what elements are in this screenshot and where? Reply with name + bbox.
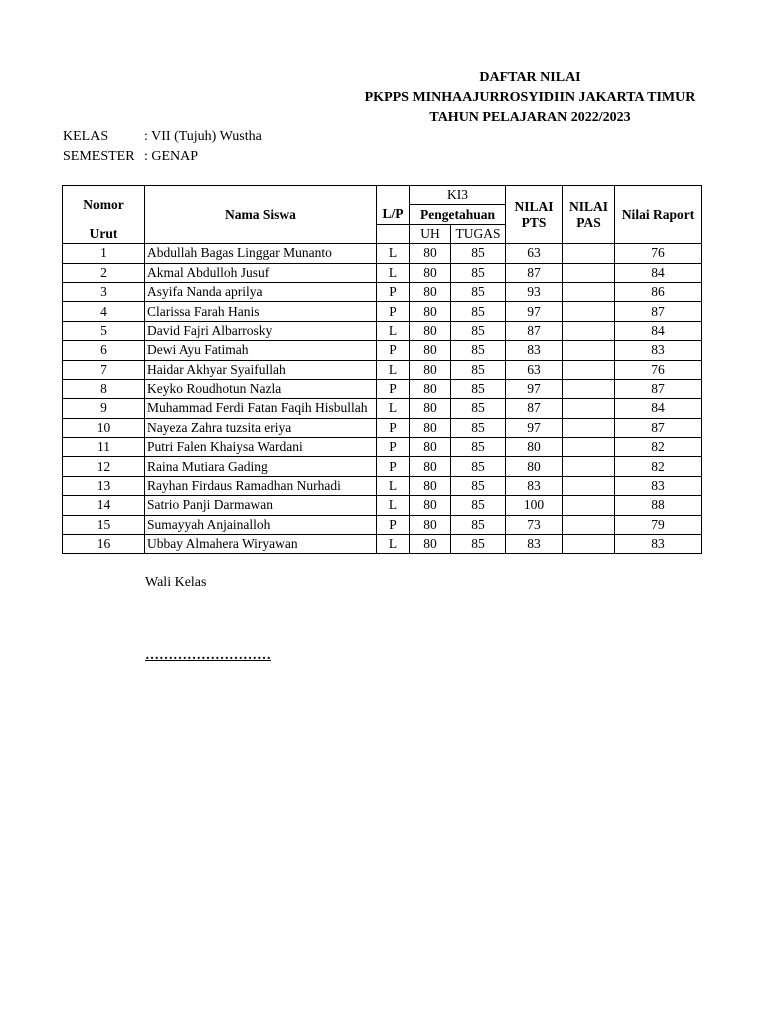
- gender-cell: P: [377, 515, 410, 534]
- header-urut: Urut: [63, 224, 145, 243]
- header-lp: L/P: [377, 205, 410, 224]
- score-uh-cell: 80: [410, 535, 451, 554]
- table-body: [63, 244, 702, 554]
- score-pts-cell: 63: [506, 244, 563, 263]
- row-number-cell: 13: [63, 476, 145, 495]
- score-pts-cell: 73: [506, 515, 563, 534]
- score-pts-cell: 100: [506, 496, 563, 515]
- student-name-cell: Rayhan Firdaus Ramadhan Nurhadi: [145, 476, 377, 495]
- student-name-cell: Putri Falen Khaiysa Wardani: [145, 438, 377, 457]
- score-tugas-cell: 85: [451, 535, 506, 554]
- student-name-cell: Dewi Ayu Fatimah: [145, 341, 377, 360]
- score-raport-cell: 83: [615, 535, 702, 554]
- header-nomor: Nomor: [63, 186, 145, 225]
- gender-cell: P: [377, 457, 410, 476]
- gender-cell: P: [377, 341, 410, 360]
- score-pts-cell: 80: [506, 438, 563, 457]
- header-nama-siswa: Nama Siswa: [145, 186, 377, 244]
- kelas-label: KELAS: [63, 129, 109, 144]
- gender-cell: L: [377, 360, 410, 379]
- row-number-cell: 16: [63, 535, 145, 554]
- score-raport-cell: 87: [615, 379, 702, 398]
- score-pts-cell: 87: [506, 399, 563, 418]
- table-row: [63, 360, 702, 379]
- score-pts-cell: 63: [506, 360, 563, 379]
- gender-cell: L: [377, 535, 410, 554]
- score-pts-cell: 93: [506, 282, 563, 301]
- score-pts-cell: 97: [506, 379, 563, 398]
- student-name-cell: Asyifa Nanda aprilya: [145, 282, 377, 301]
- score-raport-cell: 86: [615, 282, 702, 301]
- gender-cell: L: [377, 476, 410, 495]
- table-header: [63, 186, 702, 244]
- student-name-cell: David Fajri Albarrosky: [145, 321, 377, 340]
- score-raport-cell: 82: [615, 438, 702, 457]
- score-pas-cell: [563, 244, 615, 263]
- row-number-cell: 15: [63, 515, 145, 534]
- score-pts-cell: 97: [506, 302, 563, 321]
- score-pas-cell: [563, 263, 615, 282]
- student-name-cell: Nayeza Zahra tuzsita eriya: [145, 418, 377, 437]
- header-lp-blank: [377, 186, 410, 205]
- score-pas-cell: [563, 515, 615, 534]
- header-lp-blank-2: [377, 224, 410, 243]
- student-name-cell: Keyko Roudhotun Nazla: [145, 379, 377, 398]
- header-nilai-pts: NILAI PTS: [506, 186, 563, 244]
- score-tugas-cell: 85: [451, 379, 506, 398]
- gender-cell: L: [377, 263, 410, 282]
- student-name-cell: Sumayyah Anjainalloh: [145, 515, 377, 534]
- row-number-cell: 9: [63, 399, 145, 418]
- score-uh-cell: 80: [410, 263, 451, 282]
- row-number-cell: 14: [63, 496, 145, 515]
- header-nilai-raport: Nilai Raport: [615, 186, 702, 244]
- student-name-cell: Akmal Abdulloh Jusuf: [145, 263, 377, 282]
- score-raport-cell: 84: [615, 263, 702, 282]
- table-row: [63, 379, 702, 398]
- grade-table: [62, 185, 702, 554]
- gender-cell: L: [377, 399, 410, 418]
- score-uh-cell: 80: [410, 379, 451, 398]
- signature-line: ………………………: [145, 648, 271, 663]
- score-tugas-cell: 85: [451, 399, 506, 418]
- gender-cell: L: [377, 496, 410, 515]
- gender-cell: P: [377, 418, 410, 437]
- score-uh-cell: 80: [410, 282, 451, 301]
- score-tugas-cell: 85: [451, 476, 506, 495]
- score-raport-cell: 83: [615, 341, 702, 360]
- score-tugas-cell: 85: [451, 282, 506, 301]
- gender-cell: L: [377, 244, 410, 263]
- score-pts-cell: 87: [506, 321, 563, 340]
- table-row: [63, 457, 702, 476]
- row-number-cell: 4: [63, 302, 145, 321]
- score-raport-cell: 87: [615, 418, 702, 437]
- score-raport-cell: 83: [615, 476, 702, 495]
- score-raport-cell: 76: [615, 244, 702, 263]
- score-pas-cell: [563, 379, 615, 398]
- gender-cell: P: [377, 438, 410, 457]
- score-pts-cell: 87: [506, 263, 563, 282]
- score-pas-cell: [563, 457, 615, 476]
- semester-label: SEMESTER: [63, 149, 135, 164]
- student-name-cell: Muhammad Ferdi Fatan Faqih Hisbullah: [145, 399, 377, 418]
- score-tugas-cell: 85: [451, 360, 506, 379]
- score-uh-cell: 80: [410, 438, 451, 457]
- table-row: [63, 399, 702, 418]
- row-number-cell: 12: [63, 457, 145, 476]
- header-pengetahuan: Pengetahuan: [410, 205, 506, 224]
- table-row: [63, 263, 702, 282]
- wali-kelas-label: Wali Kelas: [145, 575, 207, 590]
- score-pts-cell: 83: [506, 476, 563, 495]
- score-pas-cell: [563, 321, 615, 340]
- row-number-cell: 10: [63, 418, 145, 437]
- score-pas-cell: [563, 535, 615, 554]
- row-number-cell: 5: [63, 321, 145, 340]
- score-tugas-cell: 85: [451, 457, 506, 476]
- score-raport-cell: 88: [615, 496, 702, 515]
- row-number-cell: 8: [63, 379, 145, 398]
- score-uh-cell: 80: [410, 496, 451, 515]
- gender-cell: P: [377, 379, 410, 398]
- score-tugas-cell: 85: [451, 321, 506, 340]
- institution-name: PKPPS MINHAAJURROSYIDIIN JAKARTA TIMUR: [364, 90, 696, 105]
- student-name-cell: Abdullah Bagas Linggar Munanto: [145, 244, 377, 263]
- header-tugas: TUGAS: [451, 224, 506, 243]
- score-uh-cell: 80: [410, 341, 451, 360]
- row-number-cell: 6: [63, 341, 145, 360]
- score-raport-cell: 76: [615, 360, 702, 379]
- score-pas-cell: [563, 438, 615, 457]
- table-row: [63, 515, 702, 534]
- table-row: [63, 418, 702, 437]
- student-name-cell: Raina Mutiara Gading: [145, 457, 377, 476]
- student-name-cell: Satrio Panji Darmawan: [145, 496, 377, 515]
- student-name-cell: Haidar Akhyar Syaifullah: [145, 360, 377, 379]
- score-tugas-cell: 85: [451, 244, 506, 263]
- table-row: [63, 535, 702, 554]
- score-uh-cell: 80: [410, 515, 451, 534]
- score-tugas-cell: 85: [451, 515, 506, 534]
- gender-cell: P: [377, 282, 410, 301]
- header-ki3: KI3: [410, 186, 506, 205]
- score-raport-cell: 84: [615, 399, 702, 418]
- score-uh-cell: 80: [410, 244, 451, 263]
- table-row: [63, 321, 702, 340]
- header-nilai-pas: NILAI PAS: [563, 186, 615, 244]
- score-pas-cell: [563, 302, 615, 321]
- score-pas-cell: [563, 418, 615, 437]
- score-pas-cell: [563, 360, 615, 379]
- table-row: [63, 476, 702, 495]
- score-uh-cell: 80: [410, 418, 451, 437]
- score-uh-cell: 80: [410, 321, 451, 340]
- table-row: [63, 341, 702, 360]
- header-row-1: [63, 186, 702, 205]
- score-raport-cell: 84: [615, 321, 702, 340]
- document-title: DAFTAR NILAI: [479, 70, 581, 85]
- table-row: [63, 496, 702, 515]
- score-uh-cell: 80: [410, 302, 451, 321]
- score-tugas-cell: 85: [451, 302, 506, 321]
- score-pts-cell: 97: [506, 418, 563, 437]
- score-tugas-cell: 85: [451, 418, 506, 437]
- score-tugas-cell: 85: [451, 263, 506, 282]
- gender-cell: P: [377, 302, 410, 321]
- row-number-cell: 2: [63, 263, 145, 282]
- score-pts-cell: 83: [506, 535, 563, 554]
- table-row: [63, 282, 702, 301]
- row-number-cell: 1: [63, 244, 145, 263]
- table-row: [63, 244, 702, 263]
- score-pts-cell: 83: [506, 341, 563, 360]
- gender-cell: L: [377, 321, 410, 340]
- student-name-cell: Clarissa Farah Hanis: [145, 302, 377, 321]
- row-number-cell: 7: [63, 360, 145, 379]
- score-pas-cell: [563, 399, 615, 418]
- score-tugas-cell: 85: [451, 438, 506, 457]
- score-raport-cell: 82: [615, 457, 702, 476]
- score-raport-cell: 79: [615, 515, 702, 534]
- table-row: [63, 438, 702, 457]
- table-row: [63, 302, 702, 321]
- score-raport-cell: 87: [615, 302, 702, 321]
- header-uh: UH: [410, 224, 451, 243]
- score-pts-cell: 80: [506, 457, 563, 476]
- score-pas-cell: [563, 282, 615, 301]
- score-tugas-cell: 85: [451, 496, 506, 515]
- student-name-cell: Ubbay Almahera Wiryawan: [145, 535, 377, 554]
- score-tugas-cell: 85: [451, 341, 506, 360]
- kelas-value: : VII (Tujuh) Wustha: [144, 129, 262, 144]
- semester-value: : GENAP: [144, 149, 199, 164]
- score-pas-cell: [563, 496, 615, 515]
- score-uh-cell: 80: [410, 360, 451, 379]
- score-uh-cell: 80: [410, 399, 451, 418]
- score-uh-cell: 80: [410, 476, 451, 495]
- score-pas-cell: [563, 476, 615, 495]
- academic-year: TAHUN PELAJARAN 2022/2023: [429, 110, 631, 125]
- row-number-cell: 11: [63, 438, 145, 457]
- row-number-cell: 3: [63, 282, 145, 301]
- score-uh-cell: 80: [410, 457, 451, 476]
- score-pas-cell: [563, 341, 615, 360]
